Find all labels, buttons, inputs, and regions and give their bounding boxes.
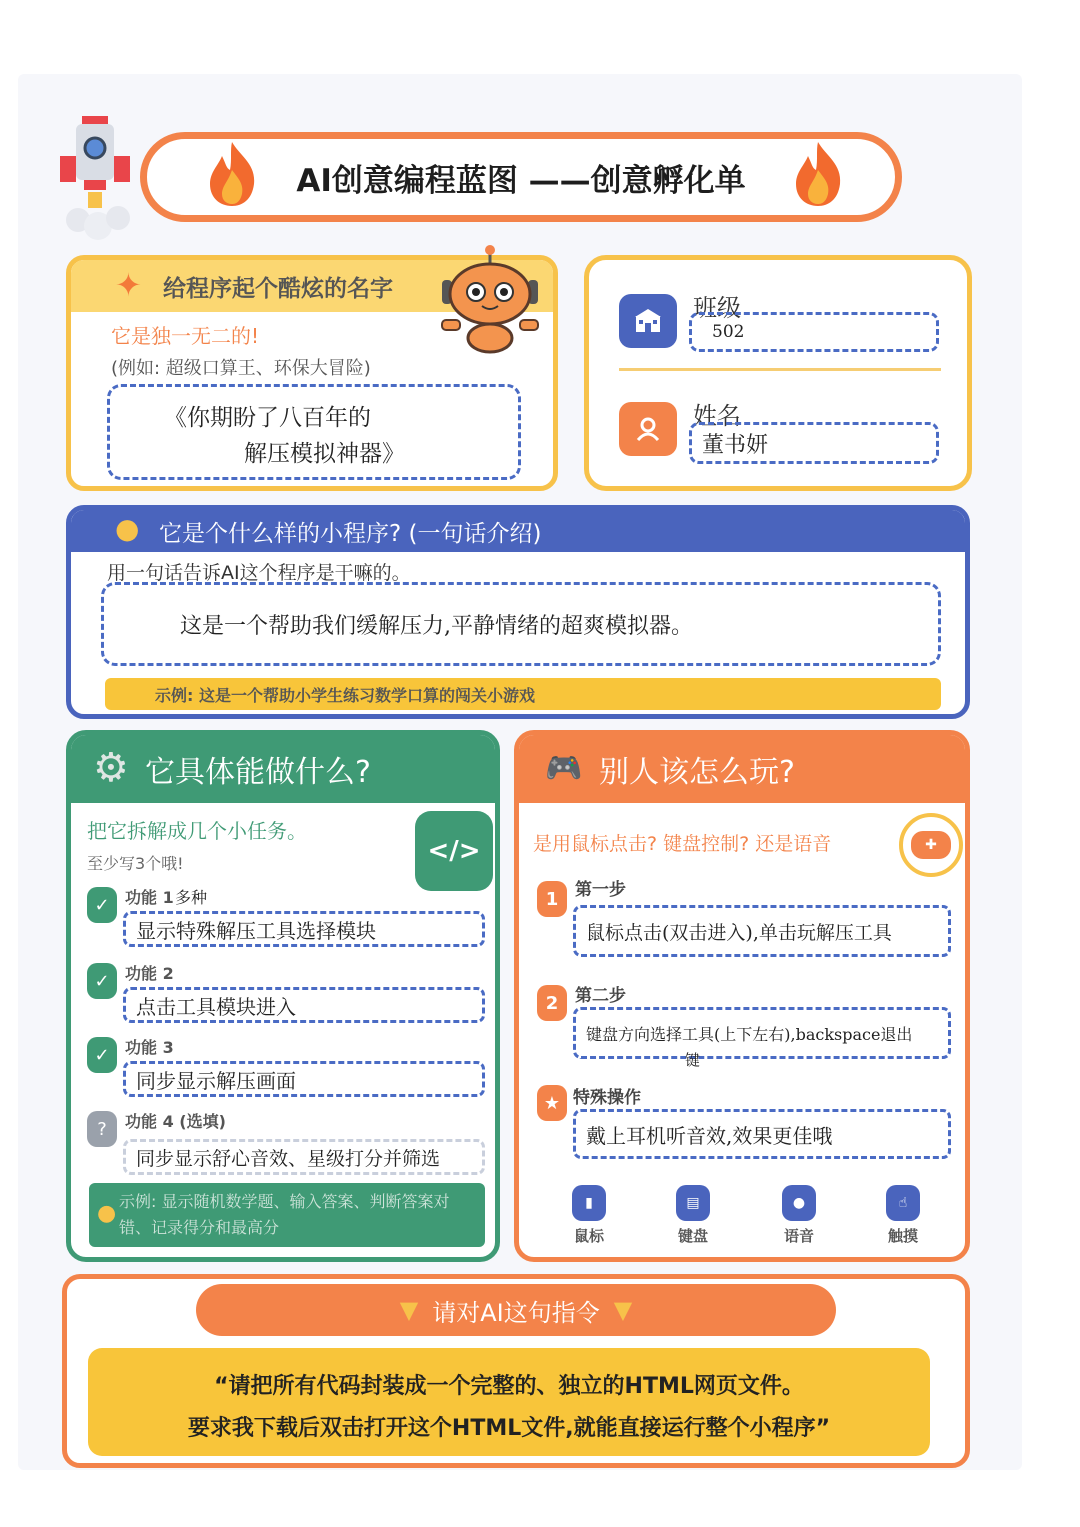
- feature-1-field[interactable]: [123, 911, 485, 947]
- mode-voice-label: 语音: [783, 1227, 814, 1245]
- mouse-icon: ▮: [572, 1185, 606, 1221]
- features-example: [89, 1183, 485, 1247]
- gamepad-icon: 🎮: [545, 751, 583, 786]
- lightbulb-icon: ●: [115, 512, 140, 545]
- robot-icon: [432, 244, 548, 356]
- feature-1-note: 多种: [175, 888, 208, 907]
- gear-icon: ⚙: [93, 745, 129, 791]
- how-to-play-header-text: 别人该怎么玩?: [599, 755, 795, 790]
- ai-instruction-pill: [196, 1284, 836, 1336]
- feature-3-value: 同步显示解压画面: [136, 1068, 296, 1093]
- special-value: 戴上耳机听音效,效果更佳哦: [586, 1123, 833, 1148]
- feature-4-value: 同步显示舒心音效、星级打分并筛选: [136, 1147, 441, 1170]
- mode-touch: [873, 1185, 933, 1246]
- divider: [619, 368, 941, 371]
- how-to-play-question: 是用鼠标点击? 键盘控制? 还是语音: [533, 833, 832, 855]
- features-header: [71, 735, 495, 803]
- program-description-answer: 这是一个帮助我们缓解压力,平静情绪的超爽模拟器。: [180, 613, 693, 639]
- program-name-tagline: 它是独一无二的!: [111, 324, 260, 348]
- program-description-prompt: 用一句话告诉AI这个程序是干嘛的。: [107, 562, 411, 584]
- feature-1-value: 显示特殊解压工具选择模块: [136, 918, 376, 943]
- mode-mouse-label: 鼠标: [573, 1227, 604, 1245]
- class-label: 班级: [693, 294, 741, 322]
- feature-3-field[interactable]: [123, 1061, 485, 1097]
- step-2-field[interactable]: [573, 1007, 951, 1059]
- name-value: 董书妍: [702, 432, 769, 458]
- user-icon: [619, 402, 677, 456]
- pointing-down-icon: ▼: [399, 1296, 419, 1324]
- ai-instruction-text: [88, 1348, 930, 1456]
- keyboard-icon: ▤: [676, 1185, 710, 1221]
- name-field[interactable]: [689, 422, 939, 464]
- program-name-answer-line1: 《你期盼了八百年的: [164, 405, 371, 431]
- step-1-label: 第一步: [575, 880, 626, 900]
- features-card: [66, 730, 500, 1262]
- program-description-example-text: 示例: 这是一个帮助小学生练习数学口算的闯关小游戏: [155, 685, 535, 705]
- pointing-down-icon: ▼: [613, 1296, 633, 1324]
- check-icon: ✓: [87, 1037, 117, 1073]
- student-info-card: [584, 255, 972, 491]
- feature-2-field[interactable]: [123, 987, 485, 1023]
- code-icon-glyph: </>: [427, 836, 481, 866]
- program-name-example: (例如: 超级口算王、环保大冒险): [111, 358, 371, 379]
- lightbulb-icon: ●: [97, 1201, 117, 1226]
- feature-3-label: 功能 3: [125, 1038, 174, 1057]
- special-field[interactable]: [573, 1109, 951, 1159]
- ai-instruction-line2: 要求我下载后双击打开这个HTML文件,就能直接运行整个小程序”: [187, 1416, 831, 1441]
- feature-4-label: 功能 4 (选填): [125, 1112, 226, 1131]
- feature-2-label: 功能 2: [125, 964, 174, 983]
- school-icon: [619, 294, 677, 348]
- mode-keyboard-label: 键盘: [677, 1227, 708, 1245]
- flame-icon: [204, 140, 260, 208]
- feature-1-label: 功能 1: [125, 888, 174, 907]
- star-icon: ★: [537, 1085, 567, 1121]
- rocket-icon: [52, 112, 142, 242]
- how-to-play-card: [514, 730, 970, 1262]
- program-description-example: [105, 678, 941, 710]
- step-2-label: 第二步: [575, 986, 626, 1006]
- feature-4-field[interactable]: [123, 1139, 485, 1175]
- flame-icon: [790, 140, 846, 208]
- check-icon: ✓: [87, 963, 117, 999]
- name-label: 姓名: [693, 402, 741, 430]
- program-description-card: [66, 505, 970, 719]
- program-description-header: [71, 510, 965, 552]
- touch-icon: ☝: [886, 1185, 920, 1221]
- class-field[interactable]: [689, 312, 939, 352]
- program-name-answer-line2: 解压模拟神器》: [244, 441, 405, 467]
- special-label: 特殊操作: [573, 1088, 641, 1108]
- code-icon: [415, 811, 493, 891]
- program-description-header-text: 它是个什么样的小程序? (一句话介绍): [159, 520, 542, 547]
- step-1-badge: 1: [537, 881, 567, 917]
- step-2-value: 键盘方向选择工具(上下左右),backspace退出: [586, 1024, 913, 1044]
- features-header-text: 它具体能做什么?: [145, 755, 371, 790]
- microphone-icon: ●: [782, 1185, 816, 1221]
- step-1-field[interactable]: [573, 905, 951, 957]
- step-1-value: 鼠标点击(双击进入),单击玩解压工具: [586, 921, 892, 944]
- features-subtitle: 把它拆解成几个小任务。: [87, 819, 307, 843]
- question-icon: ?: [87, 1111, 117, 1147]
- controller-icon: ✚: [899, 813, 963, 877]
- mode-touch-label: 触摸: [887, 1227, 918, 1245]
- mode-keyboard: [663, 1185, 723, 1246]
- step-2-badge: 2: [537, 985, 567, 1021]
- mode-voice: [769, 1185, 829, 1246]
- page-title-text: AI创意编程蓝图 ——创意孵化单: [296, 162, 746, 199]
- feature-2-value: 点击工具模块进入: [136, 994, 296, 1019]
- sparkle-icon: ✦: [115, 266, 142, 304]
- program-name-field[interactable]: [107, 384, 521, 480]
- program-name-header-text: 给程序起个酷炫的名字: [163, 275, 393, 302]
- step-2-note: 键: [685, 1051, 701, 1069]
- program-description-field[interactable]: [101, 582, 941, 666]
- features-example-text: 示例: 显示随机数学题、输入答案、判断答案对错、记录得分和最高分: [119, 1192, 450, 1237]
- mode-mouse: [559, 1185, 619, 1246]
- features-hint: 至少写3个哦!: [87, 854, 184, 873]
- how-to-play-header: [519, 735, 965, 803]
- ai-instruction-pill-text: 请对AI这句指令: [432, 1298, 600, 1327]
- ai-instruction-line1: “请把所有代码封装成一个完整的、独立的HTML网页文件。: [214, 1374, 804, 1399]
- class-value: 502: [712, 322, 745, 342]
- check-icon: ✓: [87, 887, 117, 923]
